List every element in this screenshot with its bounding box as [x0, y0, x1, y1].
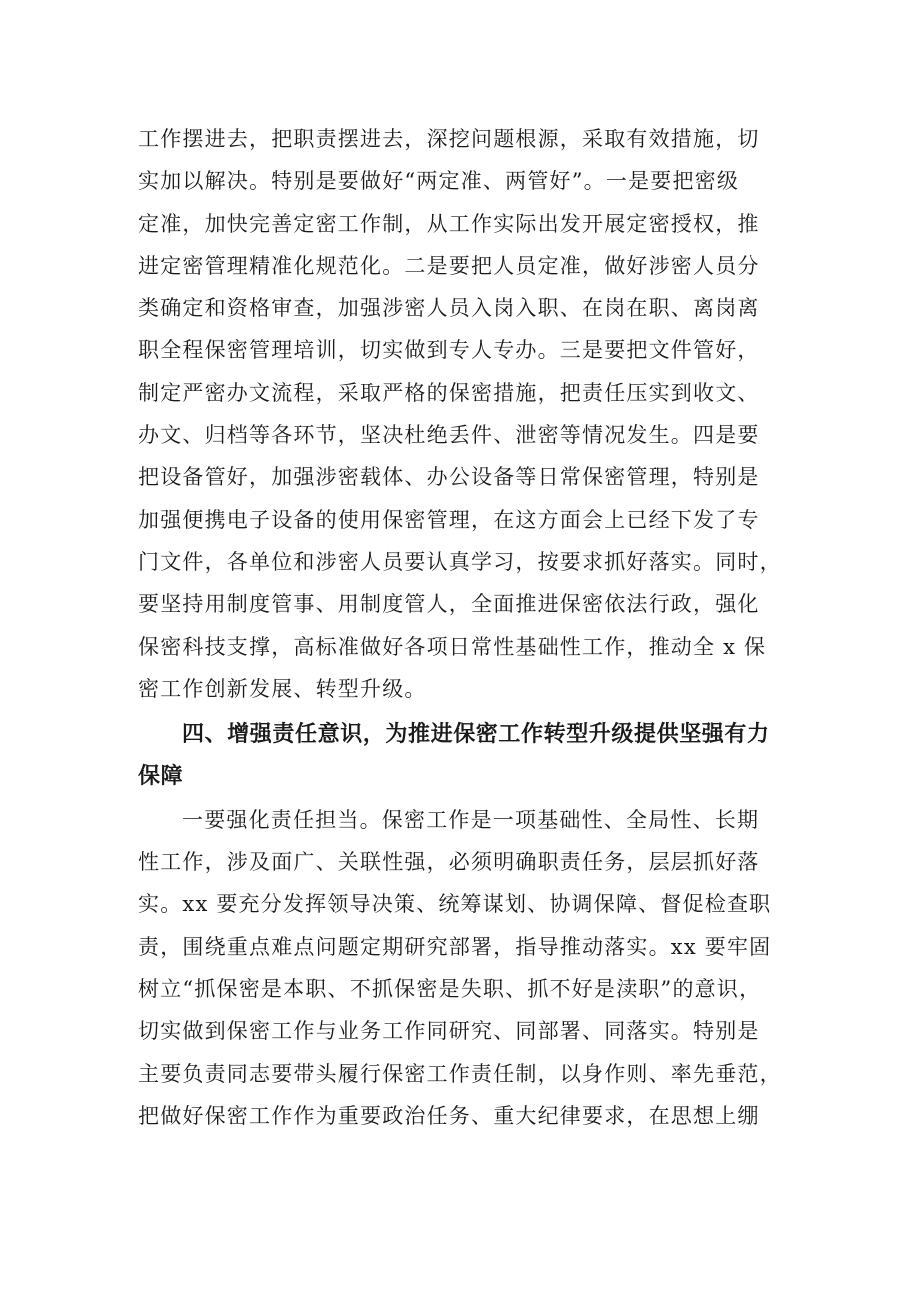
paragraph-responsibility [138, 799, 798, 1137]
text-line: 类确定和资格审查，加强涉密人员入岗入职、在岗在职、离岗离 [138, 296, 760, 321]
section-heading [138, 714, 798, 799]
text-line: 树立“抓保密是本职、不抓保密是失职、抓不好是渎职”的意识， [138, 976, 762, 1001]
text-line: 切实做到保密工作与业务工作同研究、同部署、同落实。特别是 [138, 1019, 760, 1044]
text-line: 主要负责同志要带头履行保密工作责任制，以身作则、率先垂范， [138, 1061, 782, 1086]
text-line: 实加以解决。特别是要做好“两定准、两管好”。一是要把密级 [138, 169, 740, 194]
document-body [138, 118, 798, 1137]
text-line: 办文、归档等各环节，坚决杜绝丢件、泄密等情况发生。四是要 [138, 423, 760, 448]
text-line: 加强便携电子设备的使用保密管理，在这方面会上已经下发了专 [138, 507, 760, 532]
heading-line: 保障 [138, 764, 184, 790]
text-line: 门文件，各单位和涉密人员要认真学习，按要求抓好落实。同时， [138, 549, 782, 574]
text-line: 保密科技支撑，高标准做好各项日常性基础性工作，推动全 x 保 [138, 634, 767, 659]
text-line: 把设备管好，加强涉密载体、办公设备等日常保密管理，特别是 [138, 465, 760, 490]
text-line: 实。xx 要充分发挥领导决策、统筹谋划、协调保障、督促检查职 [138, 892, 772, 917]
text-line: 把做好保密工作作为重要政治任务、重大纪律要求，在思想上绷 [138, 1103, 760, 1128]
text-line: 密工作创新发展、转型升级。 [138, 676, 427, 701]
text-line: 进定密管理精准化规范化。二是要把人员定准，做好涉密人员分 [138, 253, 760, 278]
paragraph-continued [138, 118, 798, 710]
text-line: 制定严密办文流程，采取严格的保密措施，把责任压实到收文、 [138, 380, 760, 405]
text-line: 工作摆进去，把职责摆进去，深挖问题根源，采取有效措施，切 [138, 127, 760, 151]
text-line: 定准，加快完善定密工作制，从工作实际出发开展定密授权，推 [138, 211, 760, 236]
text-line: 性工作，涉及面广、关联性强，必须明确职责任务，层层抓好落 [138, 850, 760, 875]
text-line: 职全程保密管理培训，切实做到专人专办。三是要把文件管好， [138, 338, 760, 363]
heading-line: 四、增强责任意识，为推进保密工作转型升级提供坚强有力 [182, 722, 770, 748]
text-line: 责，围绕重点难点问题定期研究部署，指导推动落实。xx 要牢固 [138, 934, 772, 959]
text-line: 要坚持用制度管事、用制度管人，全面推进保密依法行政，强化 [138, 592, 760, 617]
text-line: 一要强化责任担当。保密工作是一项基础性、全局性、长期 [182, 807, 760, 832]
